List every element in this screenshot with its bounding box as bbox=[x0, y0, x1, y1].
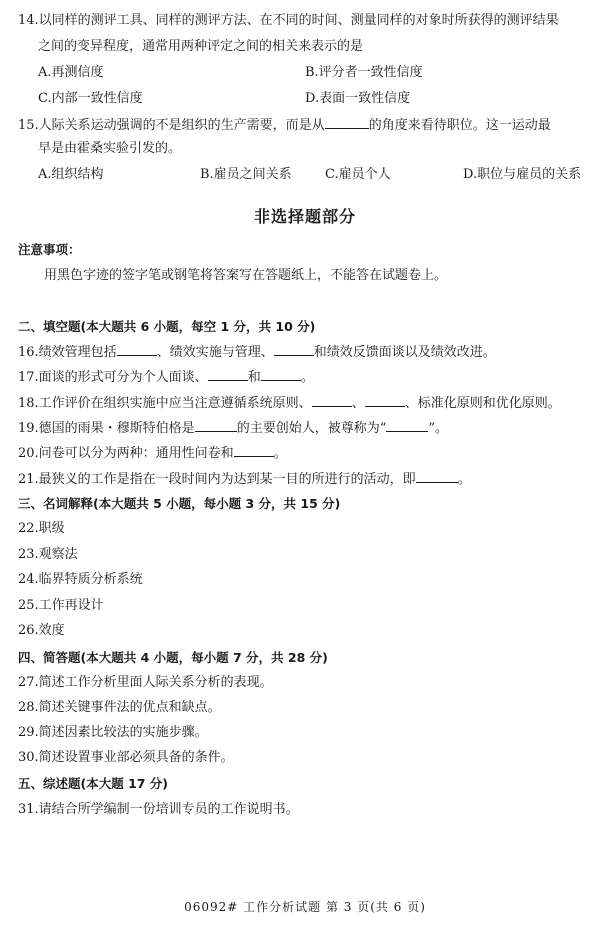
question-31: 31.请结合所学编制一份培训专员的工作说明书。 bbox=[18, 802, 299, 817]
question-17: 17.面谈的形式可分为个人面谈、 和 。 bbox=[18, 370, 314, 385]
question-24: 24.临界特质分析系统 bbox=[18, 572, 143, 587]
question-22: 22.职级 bbox=[18, 521, 65, 536]
answer-blank bbox=[386, 419, 428, 432]
question-15-line-1: 15.人际关系运动强调的不是组织的生产需要，而是从 的角度来看待职位。这一运动最 bbox=[18, 118, 551, 133]
option-c: C.雇员个人 bbox=[325, 167, 391, 182]
question-23: 23.观察法 bbox=[18, 547, 78, 562]
part-4-heading: 四、简答题(本大题共 4 小题，每小题 7 分，共 28 分) bbox=[18, 650, 328, 665]
answer-blank bbox=[416, 470, 458, 483]
answer-blank bbox=[325, 116, 369, 129]
answer-blank bbox=[365, 394, 405, 407]
answer-blank bbox=[261, 368, 301, 381]
question-20: 20.问卷可以分为两种：通用性问卷和 。 bbox=[18, 446, 287, 461]
question-26: 26.效度 bbox=[18, 623, 65, 638]
question-28: 28.简述关键事件法的优点和缺点。 bbox=[18, 700, 221, 715]
question-15-line-2: 早是由霍桑实验引发的。 bbox=[38, 141, 182, 156]
question-14-line-2: 之间的变异程度，通常用两种评定之间的相关来表示的是 bbox=[38, 39, 364, 54]
option-b: B.评分者一致性信度 bbox=[305, 65, 423, 80]
question-27: 27.简述工作分析里面人际关系分析的表现。 bbox=[18, 675, 273, 690]
option-b: B.雇员之间关系 bbox=[200, 167, 292, 182]
answer-blank bbox=[208, 368, 248, 381]
question-29: 29.简述因素比较法的实施步骤。 bbox=[18, 725, 208, 740]
option-d: D.职位与雇员的关系 bbox=[463, 167, 582, 182]
option-c: C.内部一致性信度 bbox=[38, 91, 143, 106]
page-footer: 06092# 工作分析试题 第 3 页(共 6 页) bbox=[184, 900, 426, 914]
answer-blank bbox=[195, 419, 237, 432]
option-d: D.表面一致性信度 bbox=[305, 91, 411, 106]
answer-blank bbox=[274, 343, 314, 356]
option-a: A.再测信度 bbox=[38, 65, 104, 80]
question-30: 30.简述设置事业部必须具备的条件。 bbox=[18, 750, 234, 765]
question-25: 25.工作再设计 bbox=[18, 598, 104, 613]
answer-blank bbox=[312, 394, 352, 407]
part-2-heading: 二、填空题(本大题共 6 小题，每空 1 分，共 10 分) bbox=[18, 319, 316, 334]
notice-heading: 注意事项： bbox=[18, 242, 81, 257]
question-21: 21.最狭义的工作是指在一段时间内为达到某一目的所进行的活动，即 。 bbox=[18, 472, 471, 487]
question-16: 16.绩效管理包括 、绩效实施与管理、 和绩效反馈面谈以及绩效改进。 bbox=[18, 345, 496, 360]
section-title: 非选择题部分 bbox=[253, 207, 356, 226]
answer-blank bbox=[234, 444, 274, 457]
part-3-heading: 三、名词解释(本大题共 5 小题，每小题 3 分，共 15 分) bbox=[18, 496, 341, 511]
question-19: 19.德国的雨果・穆斯特伯格是 的主要创始人，被尊称为“ ”。 bbox=[18, 421, 448, 436]
answer-blank bbox=[117, 343, 157, 356]
option-a: A.组织结构 bbox=[38, 167, 104, 182]
notice-text: 用黑色字迹的签字笔或钢笔将答案写在答题纸上，不能答在试题卷上。 bbox=[44, 268, 448, 283]
question-18: 18.工作评价在组织实施中应当注意遵循系统原则、 、 、标准化原则和优化原则。 bbox=[18, 396, 561, 411]
question-14-line-1: 14.以同样的测评工具、同样的测评方法、在不同的时间、测量同样的对象时所获得的测评结果 bbox=[18, 13, 559, 28]
part-5-heading: 五、综述题(本大题 17 分) bbox=[18, 776, 169, 791]
